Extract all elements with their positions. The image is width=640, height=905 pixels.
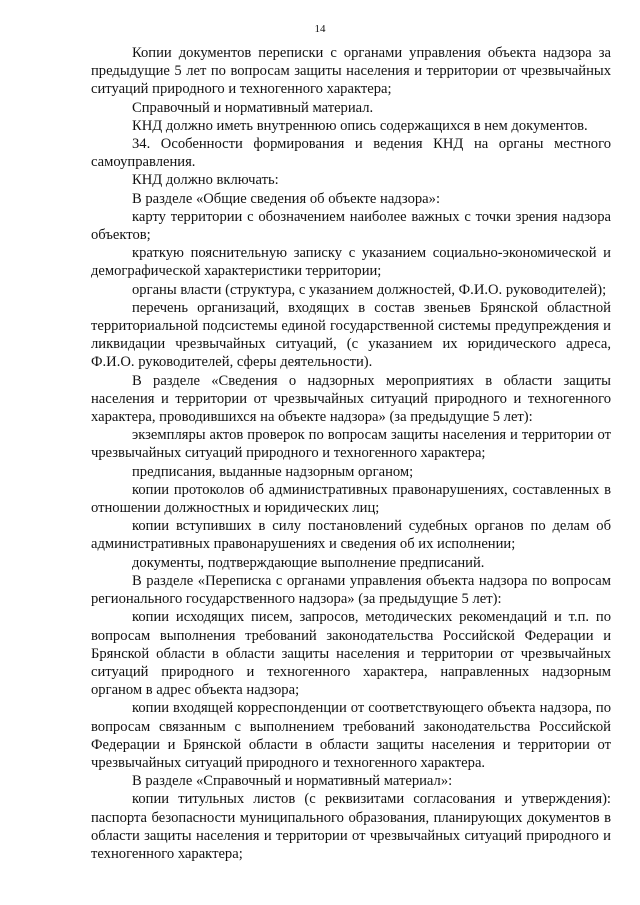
list-item: копии вступивших в силу постановлений судебных органов по делам об административных правонарушениях и сведения об их исполнении;: [91, 518, 611, 553]
list-item: краткую пояснительную записку с указанием социально-экономической и демографической характеристики территории;: [91, 245, 611, 280]
subsection-heading: В разделе «Сведения о надзорных мероприятиях в области защиты населения и территории от чрезвычайных ситуаций природного и техногенного характера, проводившихся на объекте надзора» (за предыдущие 5 лет):: [91, 372, 611, 426]
subsection-heading: В разделе «Общие сведения об объекте надзора»:: [132, 190, 441, 207]
list-item: копии исходящих писем, запросов, методических рекомендаций и т.п. по вопросам выполнения требований законодательства Российской Федерации и Брянской области в области защиты населения и территории от чрезвычайных ситуаций природного и техногенного характера, направленных надзорным органом в адрес объекта надзора;: [91, 609, 611, 699]
subsection-heading: В разделе «Справочный и нормативный материал»:: [132, 773, 453, 790]
paragraph: КНД должно иметь внутреннюю опись содержащихся в нем документов.: [132, 117, 588, 134]
list-item: карту территории с обозначением наиболее важных с точки зрения надзора объектов;: [91, 208, 611, 244]
list-item: перечень организаций, входящих в состав звеньев Брянской областной территориальной подсистемы единой государственной системы предупреждения и ликвидации чрезвычайных ситуаций, (с указанием их юридического адреса, Ф.И.О. руководителей, сферы деятельности).: [91, 299, 611, 371]
list-item: копии титульных листов (с реквизитами согласования и утверждения): паспорта безопасности муниципального образования, планирующих документов в области защиты населения и территории от чрезвычайных ситуаций природного и техногенного характера;: [91, 791, 611, 862]
list-item: копии входящей корреспонденции от соответствующего объекта надзора, по вопросам связанным с выполнением требований законодательства Российской Федерации и Брянской области в области защиты населения и территории от чрезвычайных ситуаций природного и техногенного характера.: [91, 700, 611, 771]
paragraph: Справочный и нормативный материал.: [132, 99, 374, 116]
list-item: экземпляры актов проверок по вопросам защиты населения и территории от чрезвычайных ситуаций природного и техногенного характера;: [91, 427, 611, 462]
list-item: предписания, выданные надзорным органом;: [132, 463, 414, 480]
list-item: документы, подтверждающие выполнение предписаний.: [132, 554, 485, 571]
page-number: 14: [314, 23, 326, 35]
subsection-heading: В разделе «Переписка с органами управления объекта надзора по вопросам регионального государственного надзора» (за предыдущие 5 лет):: [91, 572, 611, 608]
document-body: [91, 44, 611, 863]
list-item: органы власти (структура, с указанием должностей, Ф.И.О. руководителей);: [132, 281, 607, 298]
section-heading: 34. Особенности формирования и ведения КНД на органы местного самоуправления.: [91, 136, 611, 171]
list-item: копии протоколов об административных правонарушениях, составленных в отношении должностных и юридических лиц;: [91, 481, 611, 517]
paragraph: Копии документов переписки с органами управления объекта надзора за предыдущие 5 лет по вопросам защиты населения и территории от чрезвычайных ситуаций природного и техногенного характера;: [91, 45, 611, 98]
paragraph: КНД должно включать:: [132, 172, 279, 189]
